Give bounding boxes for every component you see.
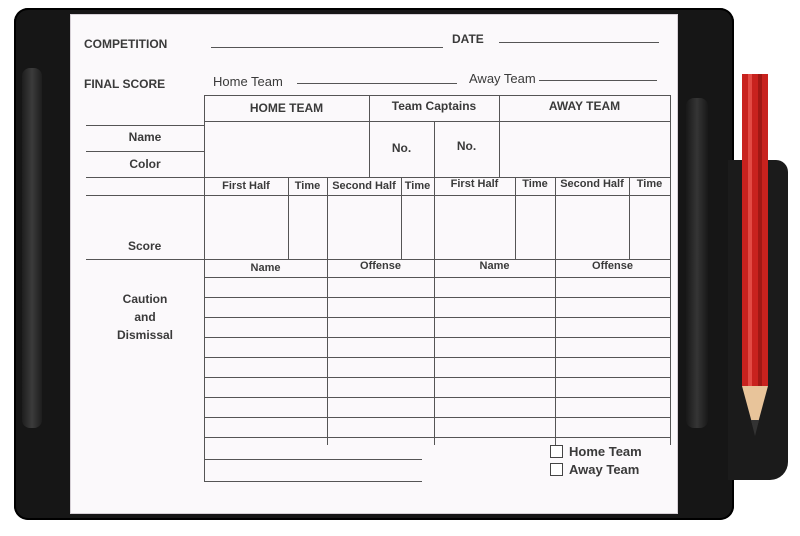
home-score-line <box>297 83 457 84</box>
row-name-label: Name <box>128 130 162 144</box>
caution-name-header-away: Name <box>479 260 510 272</box>
time-4: Time <box>636 178 663 190</box>
away-team-checkbox[interactable] <box>550 463 563 476</box>
grid-line <box>204 337 670 338</box>
wallet-sheen <box>22 68 42 428</box>
second-half-home: Second Half <box>332 180 396 192</box>
caution-name-header-home: Name <box>250 262 281 274</box>
grid-line <box>204 95 205 481</box>
wallet-sheen-right <box>686 98 708 428</box>
grid-line <box>204 277 670 278</box>
home-team-label: Home Team <box>213 74 283 89</box>
captain-number-away: No. <box>456 139 477 153</box>
score-label: Score <box>128 239 162 253</box>
grid-line <box>204 297 670 298</box>
away-score-line <box>539 80 657 81</box>
grid-line <box>204 357 670 358</box>
pencil-icon <box>738 74 772 446</box>
grid-line <box>204 459 422 460</box>
grid-line <box>204 481 422 482</box>
grid-line <box>434 177 435 445</box>
competition-line <box>211 47 443 48</box>
date-label: DATE <box>452 32 484 46</box>
grid-line <box>204 437 670 438</box>
away-team-checkbox-label: Away Team <box>569 462 640 477</box>
away-team-label: Away Team <box>469 71 536 86</box>
team-captains-header: Team Captains <box>391 99 477 113</box>
home-team-header: HOME TEAM <box>249 101 324 115</box>
grid-line <box>86 195 670 196</box>
caution-label-3: Dismissal <box>116 328 174 342</box>
second-half-away: Second Half <box>560 178 624 190</box>
grid-line <box>670 95 671 445</box>
first-half-home: First Half <box>222 180 270 192</box>
time-3: Time <box>522 178 548 190</box>
date-line <box>499 42 659 43</box>
home-team-checkbox[interactable] <box>550 445 563 458</box>
score-card <box>70 14 678 514</box>
time-2: Time <box>404 180 431 192</box>
final-score-label: FINAL SCORE <box>84 77 166 91</box>
grid-line <box>86 125 204 126</box>
home-team-checkbox-label: Home Team <box>569 444 642 459</box>
caution-label-1: Caution <box>122 292 168 306</box>
grid-line <box>86 151 204 152</box>
row-color-label: Color <box>129 157 161 171</box>
caution-label-2: and <box>134 310 156 324</box>
caution-offense-header-away: Offense <box>592 260 633 272</box>
grid-line <box>555 177 556 445</box>
caution-offense-header-home: Offense <box>360 260 401 272</box>
grid-line <box>204 397 670 398</box>
away-team-header: AWAY TEAM <box>548 99 621 113</box>
grid-line <box>204 317 670 318</box>
grid-line <box>204 377 670 378</box>
first-half-away: First Half <box>450 178 499 190</box>
grid-line <box>204 417 670 418</box>
captain-number-home: No. <box>391 141 412 155</box>
competition-label: COMPETITION <box>84 37 168 51</box>
grid-line <box>204 95 670 96</box>
grid-line <box>204 121 670 122</box>
time-1: Time <box>294 180 321 192</box>
